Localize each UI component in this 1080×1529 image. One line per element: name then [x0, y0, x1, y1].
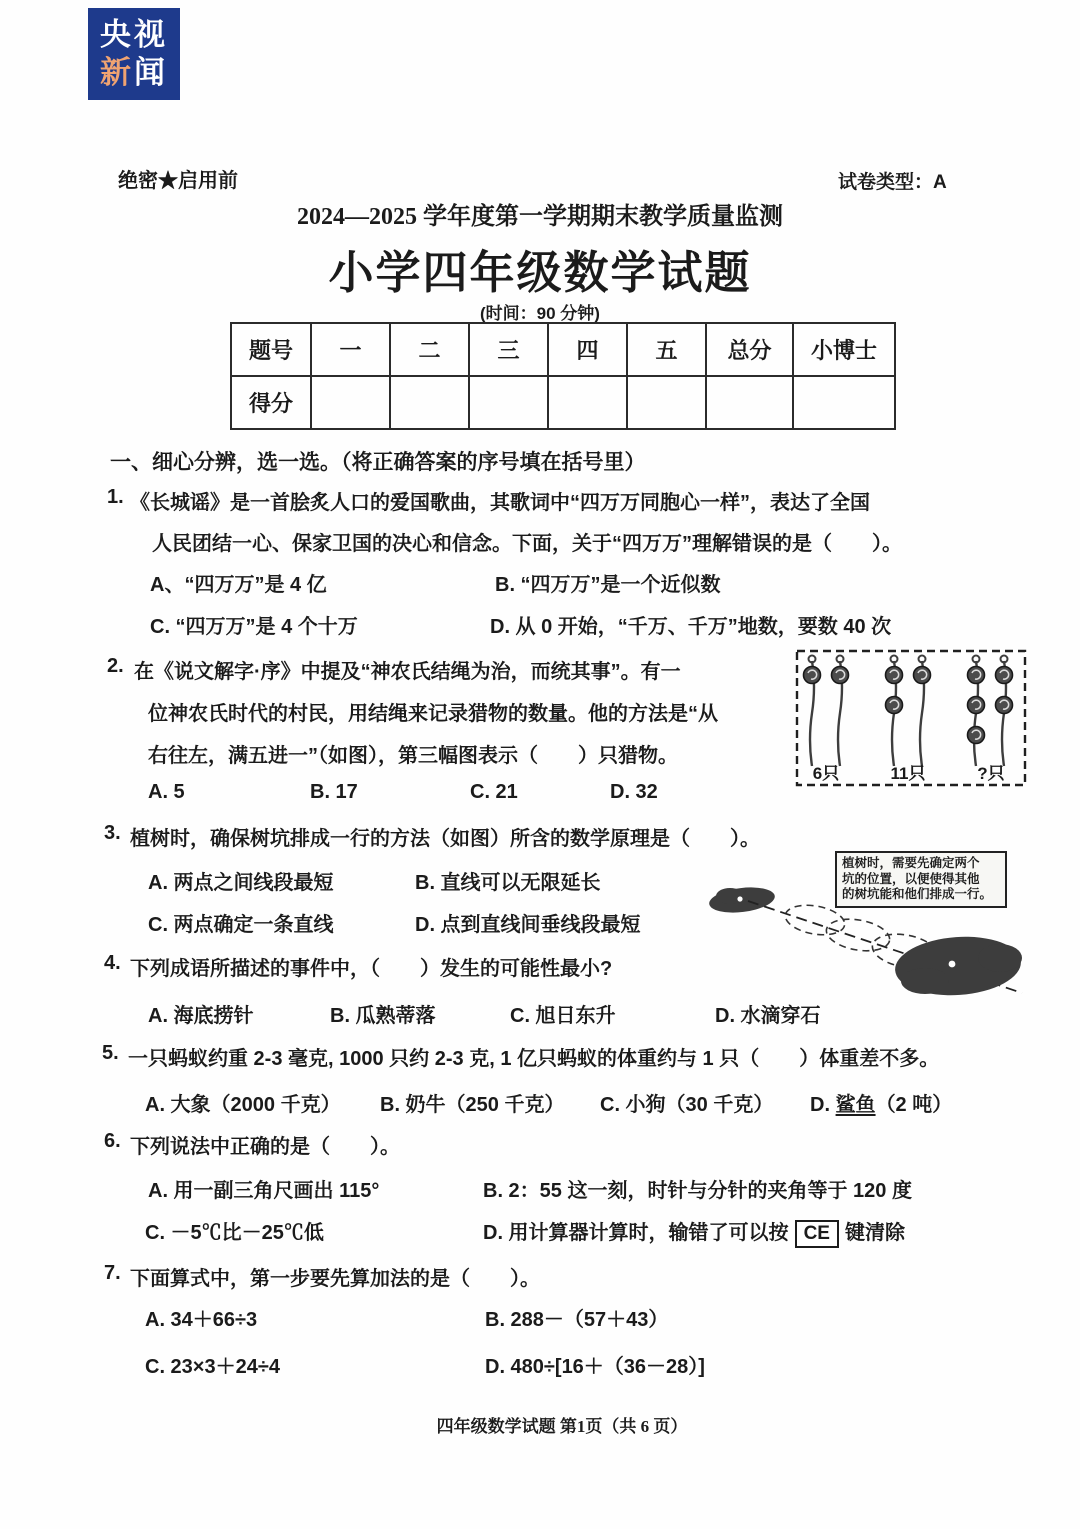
question-3-option-a: A. 两点之间线段最短 — [148, 872, 334, 894]
question-3-options-row — [148, 908, 641, 937]
question-6-option-d-prefix: D. 用计算器计算时，输错了可以按 — [483, 1222, 789, 1244]
cctv-news-logo — [88, 8, 180, 100]
small-pit-blob — [708, 884, 776, 916]
question-2-option-b: B. 17 — [310, 781, 358, 803]
score-label-cell: 得分 — [231, 376, 311, 429]
question-5-option-d-suffix: （2 吨） — [875, 1094, 953, 1116]
logo-text-bottom — [100, 54, 168, 92]
question-7-option-d: D. 480÷[16＋（36－28）] — [485, 1356, 705, 1378]
footer-page-info: 四年级数学试题 第1页（共 6 页） — [436, 1417, 688, 1436]
question-5-option-d — [810, 1088, 952, 1117]
question-6-number: 6. — [104, 1130, 121, 1152]
header-cell-xiaoboshi: 小博士 — [793, 323, 895, 376]
question-5-options-row — [145, 1088, 952, 1117]
question-6-option-d — [483, 1216, 905, 1248]
question-6-option-b: B. 2：55 这一刻，时针与分针的夹角等于 120 度 — [483, 1180, 912, 1202]
score-table — [230, 322, 896, 430]
logo-accent-char: 新 — [100, 55, 134, 90]
question-2-line: 在《说文解字·序》中提及“神农氏结绳为治，而统其事”。有一 — [134, 661, 681, 683]
score-empty-cell — [469, 376, 548, 429]
question-4-options-row — [148, 999, 821, 1028]
header-cell-2: 二 — [390, 323, 469, 376]
score-empty-cell — [793, 376, 895, 429]
question-6-option-d-suffix: 键清除 — [844, 1222, 905, 1244]
question-7-line: 下面算式中，第一步要先算加法的是（ ）。 — [130, 1268, 540, 1290]
callout-line: 植树时，需要先确定两个 — [842, 856, 980, 870]
question-3-option-d: D. 点到直线间垂线段最短 — [415, 914, 641, 936]
svg-text:11只: 11只 — [890, 764, 926, 783]
question-2-number: 2. — [107, 655, 124, 677]
question-6-line: 下列说法中正确的是（ ）。 — [130, 1136, 400, 1158]
question-1-options-row — [150, 610, 891, 639]
header-cell-total: 总分 — [706, 323, 793, 376]
header-cell-tihao: 题号 — [231, 323, 311, 376]
question-7-option-a: A. 34＋66÷3 — [145, 1309, 258, 1331]
exam-duration-note: (时间：90 分钟) — [480, 304, 600, 323]
question-2-line: 位神农氏时代的村民，用结绳来记录猎物的数量。他的方法是“从 — [148, 703, 718, 725]
svg-text:6只: 6只 — [812, 764, 840, 783]
question-2-option-a: A. 5 — [148, 781, 185, 803]
question-7-option-c: C. 23×3＋24÷4 — [145, 1356, 280, 1378]
question-5-option-a: A. 大象（2000 千克） — [145, 1094, 341, 1116]
question-4-option-b: B. 瓜熟蒂落 — [330, 1005, 436, 1027]
large-pit-blob — [893, 933, 1023, 1000]
question-5-option-d-prefix: D. — [810, 1094, 836, 1116]
callout-line: 坑的位置，以便使得其他 — [842, 871, 980, 886]
question-4-line: 下列成语所描述的事件中，（ ）发生的可能性最小? — [130, 958, 613, 980]
question-1-option-b: B. “四万万”是一个近似数 — [495, 574, 721, 596]
question-7-number: 7. — [104, 1262, 121, 1284]
callout-line: 的树坑能和他们排成一行。 — [842, 887, 993, 901]
question-7-options-row — [145, 1350, 705, 1379]
question-5-line: 一只蚂蚁约重 2-3 毫克, 1000 只约 2-3 克, 1 亿只蚂蚁的体重约与 1 只（ ）体重差不多。 — [128, 1048, 940, 1070]
question-6-option-a: A. 用一副三角尺画出 115° — [148, 1180, 380, 1202]
question-2-options-row — [148, 781, 658, 804]
question-3-line: 植树时，确保树坑排成一行的方法（如图）所含的数学原理是（ ）。 — [130, 828, 760, 850]
question-1-line: 人民团结一心、保家卫国的决心和信念。下面，关于“四万万”理解错误的是（ ）。 — [152, 533, 902, 555]
question-1-options-row — [150, 568, 721, 597]
question-3-number: 3. — [104, 822, 121, 844]
exam-session-title: 2024—2025 学年度第一学期期末教学质量监测 — [297, 204, 783, 230]
question-4-option-c: C. 旭日东升 — [510, 1005, 616, 1027]
question-6-options-row — [145, 1216, 905, 1248]
question-3-option-c: C. 两点确定一条直线 — [148, 914, 334, 936]
question-5-option-d-word: 鲨鱼 — [835, 1094, 876, 1116]
question-5-option-b: B. 奶牛（250 千克） — [380, 1094, 565, 1116]
header-cell-5: 五 — [627, 323, 706, 376]
question-5-option-c: C. 小狗（30 千克） — [600, 1094, 774, 1116]
score-table-header-row — [231, 323, 895, 376]
score-empty-cell — [390, 376, 469, 429]
question-2-option-c: C. 21 — [470, 781, 518, 803]
paper-type-label: 试卷类型：A — [838, 172, 947, 193]
question-4-option-d: D. 水滴穿石 — [715, 1005, 821, 1027]
header-cell-1: 一 — [311, 323, 390, 376]
exam-main-title: 小学四年级数学试题 — [328, 247, 752, 298]
question-6-options-row — [148, 1174, 912, 1203]
knotted-rope-figure — [795, 648, 1028, 788]
question-2-option-d: D. 32 — [610, 781, 658, 803]
question-1-number: 1. — [107, 486, 124, 508]
calculator-ce-key: CE — [795, 1220, 839, 1248]
score-empty-cell — [627, 376, 706, 429]
question-7-option-b: B. 288－（57＋43） — [485, 1309, 669, 1331]
question-1-option-a: A、“四万万”是 4 亿 — [150, 574, 327, 596]
question-7-options-row — [145, 1303, 668, 1332]
question-3-option-b: B. 直线可以无限延长 — [415, 872, 601, 894]
question-2-line: 右往左，满五进一”（如图），第三幅图表示（ ）只猎物。 — [148, 745, 678, 767]
question-1-option-c: C. “四万万”是 4 个十万 — [150, 616, 358, 638]
logo-text-top: 央视 — [100, 17, 168, 52]
score-empty-cell — [706, 376, 793, 429]
section-one-heading: 一、细心分辨，选一选。（将正确答案的序号填在括号里） — [110, 451, 646, 474]
score-empty-cell — [311, 376, 390, 429]
svg-text:?只: ?只 — [977, 764, 1005, 783]
header-cell-4: 四 — [548, 323, 627, 376]
score-empty-cell — [548, 376, 627, 429]
question-6-option-c: C. －5℃比－25℃低 — [145, 1222, 324, 1244]
secrecy-label: 绝密★启用前 — [118, 170, 238, 192]
question-4-option-a: A. 海底捞针 — [148, 1005, 254, 1027]
question-4-number: 4. — [104, 952, 121, 974]
score-table-score-row — [231, 376, 895, 429]
question-1-line: 《长城谣》是一首脍炙人口的爱国歌曲，其歌词中“四万万同胞心一样”，表达了全国 — [130, 492, 870, 514]
question-5-number: 5. — [102, 1042, 119, 1064]
tree-planting-figure — [700, 843, 1035, 1005]
tree-figure-callout-box — [835, 851, 1007, 908]
header-cell-3: 三 — [469, 323, 548, 376]
rope-diagram-svg — [795, 648, 1028, 788]
question-3-options-row — [148, 866, 601, 895]
question-1-option-d: D. 从 0 开始，“千万、千万”地数，要数 40 次 — [490, 616, 892, 638]
logo-plain-char: 闻 — [134, 55, 168, 90]
